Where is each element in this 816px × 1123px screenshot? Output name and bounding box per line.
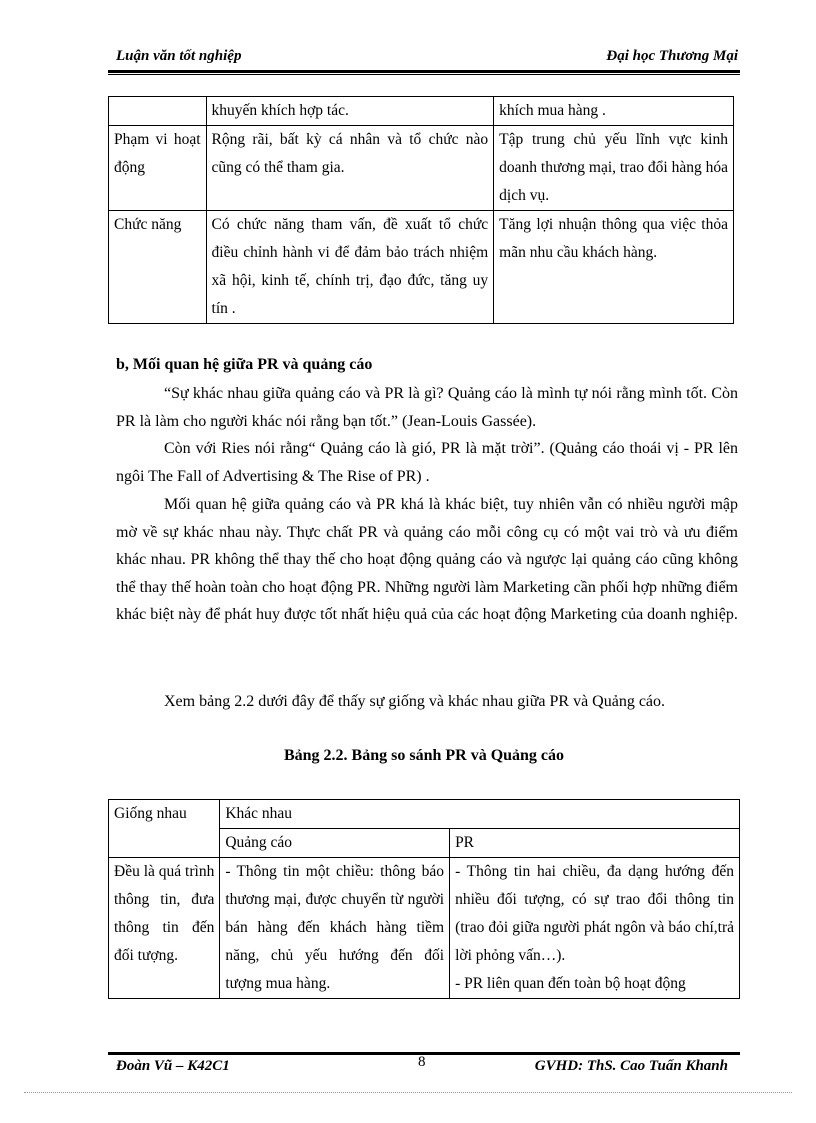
paragraph-quote: “Sự khác nhau giữa quảng cáo và PR là gì? Quảng cáo là mình tự nói rằng mình tốt. Còn PR là làm cho người khác nói rằng bạn tốt.” (Jean-Louis Gassée). xyxy=(116,385,738,430)
table-caption: Bảng 2.2. Bảng so sánh PR và Quảng cáo xyxy=(283,747,565,764)
section-heading: b, Mối quan hệ giữa PR và quảng cáo xyxy=(116,356,373,373)
pr-point-1: - Thông tin hai chiều, đa dạng hướng đến nhiều đối tượng, có sự trao đổi thông tin (trao đỏi giữa người phát ngôn và báo chí,trả lời phỏng vấn…). xyxy=(455,863,734,964)
page-number: 8 xyxy=(418,1054,426,1070)
table-cell: Chức năng xyxy=(109,211,207,324)
footer-advisor: GVHD: ThS. Cao Tuấn Khanh xyxy=(534,1058,728,1074)
table-row xyxy=(109,858,740,999)
table-row xyxy=(109,211,734,324)
header-advertising: Quảng cáo xyxy=(220,829,450,858)
paragraph-ries: Còn với Ries nói rằng“ Quảng cáo là gió, PR là mặt trời”. (Quảng cáo thoái vị - PR lên ngôi The Fall of Advertising & The Rise of PR) . xyxy=(116,440,738,485)
header-different: Khác nhau xyxy=(220,800,740,829)
pr-vs-advertising-table xyxy=(108,799,740,999)
table-cell: Rộng rãi, bất kỳ cá nhân và tổ chức nào cũng có thể tham gia. xyxy=(206,126,494,211)
table-cell: Có chức năng tham vấn, đề xuất tổ chức điều chỉnh hành vi để đảm bảo trách nhiệm xã hội, kinh tế, chính trị, đạo đức, tăng uy tín . xyxy=(206,211,494,324)
paragraph-see-table: Xem bảng 2.2 dưới đây để thấy sự giống và khác nhau giữa PR và Quảng cáo. xyxy=(164,693,666,710)
table-cell xyxy=(109,97,207,126)
header-thesis-label: Luận văn tốt nghiệp xyxy=(116,48,242,64)
table-cell: khích mua hàng . xyxy=(494,97,734,126)
table-cell: Phạm vi hoạt động xyxy=(109,126,207,211)
footer-author: Đoàn Vũ – K42C1 xyxy=(116,1058,230,1074)
table-row xyxy=(109,126,734,211)
table-cell xyxy=(450,858,740,999)
table-cell: - Thông tin một chiều: thông báo thương mại, được chuyển từ người bán hàng đến khách hàng tiềm năng, chủ yếu hướng đến đối tượng mua hàng. xyxy=(220,858,450,999)
table-row xyxy=(109,97,734,126)
table-header-row xyxy=(109,800,740,829)
page-bottom-dotted-line xyxy=(24,1092,792,1093)
header-divider xyxy=(108,70,740,75)
header-pr: PR xyxy=(450,829,740,858)
table-cell: Tập trung chủ yếu lĩnh vực kinh doanh thương mại, trao đổi hàng hóa dịch vụ. xyxy=(494,126,734,211)
comparison-table-continued xyxy=(108,96,734,324)
paragraph-relationship: Mối quan hệ giữa quảng cáo và PR khá là khác biệt, tuy nhiên vẫn có nhiều người mập mờ về sự khác nhau này. Thực chất PR và quảng cáo mỗi công cụ có một vai trò và ưu điểm khác nhau. PR không thể thay thế cho hoạt động quảng cáo và ngược lại quảng cáo cũng không thể thay thế hoàn toàn cho hoạt động PR. Những người làm Marketing cần phối hợp những điểm khác biệt này để phát huy được tốt nhất hiệu quả của các hoạt động Marketing của doanh nghiệp. xyxy=(116,496,738,623)
pr-point-2: - PR liên quan đến toàn bộ hoạt động xyxy=(455,975,686,992)
table-cell: Đều là quá trình thông tin, đưa thông tin đến đối tượng. xyxy=(109,858,220,999)
header-same: Giống nhau xyxy=(109,800,220,858)
table-cell: khuyến khích hợp tác. xyxy=(206,97,494,126)
table-cell: Tăng lợi nhuận thông qua việc thỏa mãn nhu cầu khách hàng. xyxy=(494,211,734,324)
header-university-label: Đại học Thương Mại xyxy=(606,48,738,64)
